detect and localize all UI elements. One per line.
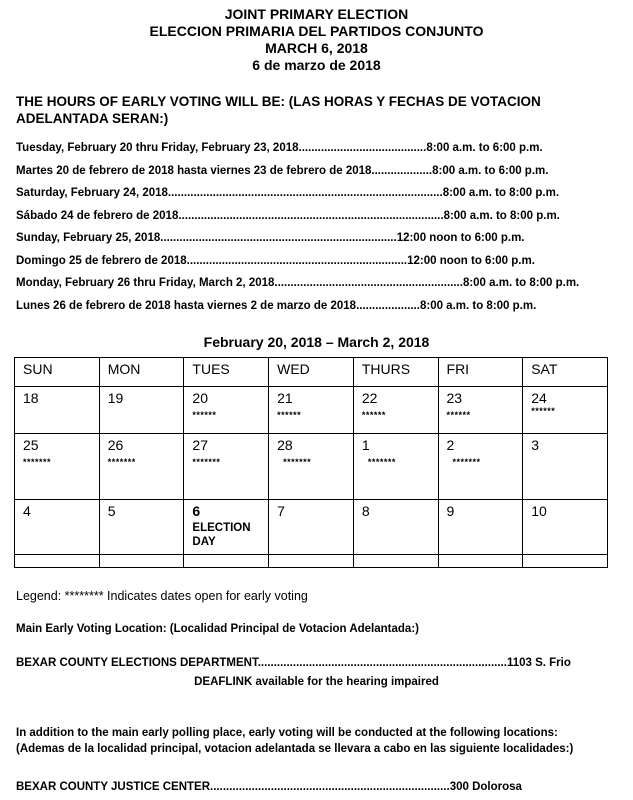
empty-cell — [523, 555, 608, 568]
calendar-day-cell — [523, 387, 608, 434]
day-number: 22 — [361, 390, 378, 406]
day-header-mon: MON — [99, 358, 184, 387]
early-voting-marker: ******* — [283, 457, 312, 467]
hours-time: 8:00 a.m. to 8:00 p.m. — [419, 299, 537, 312]
empty-cell — [438, 555, 523, 568]
hours-row — [16, 140, 616, 163]
title-line-1: JOINT PRIMARY ELECTION — [224, 6, 409, 22]
calendar-day-cell — [99, 500, 184, 555]
calendar-day-cell — [184, 434, 269, 500]
calendar-header-row — [15, 358, 608, 387]
hours-row — [16, 298, 616, 321]
hours-time: 12:00 noon to 6:00 p.m. — [407, 254, 535, 267]
calendar-week-row — [15, 387, 608, 434]
day-number: 20 — [192, 390, 208, 406]
calendar-week-row — [15, 434, 608, 500]
document-header — [0, 6, 633, 74]
calendar-day-cell — [438, 434, 523, 500]
empty-cell — [184, 555, 269, 568]
calendar-day-cell — [269, 434, 354, 500]
hours-row — [16, 230, 616, 253]
day-number: 18 — [23, 390, 39, 406]
day-header-sun: SUN — [15, 358, 100, 387]
calendar-day-cell — [438, 387, 523, 434]
early-voting-calendar — [14, 357, 608, 568]
early-voting-marker: ******* — [107, 457, 136, 467]
leader-dots: .................... — [356, 299, 420, 312]
hours-row — [16, 163, 616, 186]
day-number: 4 — [23, 503, 31, 519]
election-day-cell — [184, 500, 269, 555]
day-number: 19 — [107, 390, 124, 406]
calendar-week-row — [15, 500, 608, 555]
empty-cell — [353, 555, 438, 568]
leader-dots: ...................................................................................... — [167, 187, 443, 199]
day-number: 6 — [192, 503, 201, 519]
hours-time: 12:00 noon to 6:00 p.m. — [396, 232, 525, 244]
calendar-day-cell — [353, 434, 438, 500]
day-number: 1 — [361, 437, 370, 453]
calendar-day-cell — [523, 434, 608, 500]
hours-time: 8:00 a.m. to 8:00 p.m. — [442, 187, 560, 199]
additional-locations-intro — [16, 725, 573, 757]
day-number: 21 — [277, 390, 293, 406]
calendar-day-cell — [99, 434, 184, 500]
early-voting-marker: ****** — [277, 410, 302, 420]
day-number: 3 — [531, 437, 540, 453]
justice-center-line — [16, 781, 616, 793]
hours-row — [16, 275, 616, 298]
hours-days: Martes 20 de febrero de 2018 hasta viernes 23 de febrero de 2018 — [16, 164, 372, 177]
hours-row — [16, 253, 616, 276]
early-voting-marker: ******* — [452, 457, 481, 467]
early-voting-marker: ******* — [23, 457, 52, 467]
title-line-4: 6 de marzo de 2018 — [252, 57, 381, 73]
location-name: BEXAR COUNTY JUSTICE CENTER — [16, 781, 211, 793]
day-number: 27 — [192, 437, 208, 453]
calendar-day-cell — [15, 434, 100, 500]
early-voting-marker: ****** — [192, 410, 217, 420]
day-header-fri: FRI — [438, 358, 523, 387]
calendar-day-cell — [438, 500, 523, 555]
election-day-label: DAY — [192, 536, 216, 548]
hours-days: Saturday, February 24, 2018 — [16, 187, 168, 199]
calendar-day-cell — [15, 500, 100, 555]
day-number: 23 — [446, 390, 463, 406]
calendar-day-cell — [353, 500, 438, 555]
hours-days: Lunes 26 de febrero de 2018 hasta viernes 2 de marzo de 2018 — [16, 299, 357, 312]
day-header-tues: TUES — [184, 358, 269, 387]
day-number: 8 — [361, 503, 370, 519]
hours-days: Tuesday, February 20 thru Friday, February 23, 2018 — [16, 142, 299, 154]
day-number: 2 — [446, 437, 455, 453]
hours-days: Domingo 25 de febrero de 2018 — [16, 254, 187, 267]
empty-cell — [99, 555, 184, 568]
calendar-day-cell — [184, 387, 269, 434]
hours-row — [16, 208, 616, 231]
empty-cell — [269, 555, 354, 568]
leader-dots: ................................................................................... — [178, 209, 444, 222]
leader-dots: .......................................................................... — [160, 232, 397, 244]
early-voting-marker: ******* — [192, 457, 221, 467]
additional-text-es: (Ademas de la localidad principal, votacion adelantada se llevara a cabo en las siguiente localidades:) — [16, 743, 574, 755]
location-address: 1103 S. Frio — [506, 657, 571, 669]
additional-text-en: In addition to the main early polling place, early voting will be conducted at the following locations: — [16, 727, 558, 739]
day-number: 7 — [277, 503, 285, 519]
early-voting-marker: ****** — [446, 410, 471, 420]
early-voting-marker: ****** — [361, 410, 386, 420]
title-line-2: ELECCION PRIMARIA DEL PARTIDOS CONJUNTO — [149, 23, 484, 39]
location-name: BEXAR COUNTY ELECTIONS DEPARTMENT — [16, 657, 258, 669]
leader-dots: ........................................................... — [274, 277, 463, 289]
hours-time: 8:00 a.m. to 6:00 p.m. — [432, 164, 549, 177]
calendar-day-cell — [269, 500, 354, 555]
hours-time: 8:00 a.m. to 8:00 p.m. — [443, 209, 560, 222]
hours-list — [16, 140, 616, 320]
day-number: 24 — [531, 390, 547, 406]
hours-row — [16, 185, 616, 208]
day-number: 25 — [23, 437, 39, 453]
day-header-sat: SAT — [523, 358, 608, 387]
day-number: 26 — [107, 437, 124, 453]
leader-dots: .............................................................................. — [257, 657, 507, 669]
hours-time: 8:00 a.m. to 8:00 p.m. — [462, 277, 580, 289]
leader-dots: ..................................................................... — [186, 254, 408, 267]
calendar-legend: Legend: ******** Indicates dates open for early voting — [16, 589, 308, 603]
calendar-day-cell — [269, 387, 354, 434]
election-day-label: ELECTION — [192, 522, 251, 534]
day-header-thurs: THURS — [353, 358, 438, 387]
main-location-heading: Main Early Voting Location: (Localidad Principal de Votacion Adelantada:) — [16, 623, 419, 635]
calendar-title: February 20, 2018 – March 2, 2018 — [203, 334, 430, 350]
calendar-day-cell — [15, 387, 100, 434]
deaflink-note: DEAFLINK available for the hearing impaired — [194, 676, 439, 688]
main-location-line — [16, 657, 616, 669]
hours-days: Sunday, February 25, 2018 — [16, 232, 161, 244]
hours-intro: THE HOURS OF EARLY VOTING WILL BE: (LAS HORAS Y FECHAS DE VOTACION ADELANTADA SERAN:) — [16, 94, 541, 126]
leader-dots: ................... — [371, 164, 433, 177]
day-number: 5 — [107, 503, 116, 519]
calendar-empty-row — [15, 555, 608, 568]
day-number: 9 — [446, 503, 455, 519]
day-header-wed: WED — [269, 358, 354, 387]
empty-cell — [15, 555, 100, 568]
calendar-day-cell — [353, 387, 438, 434]
early-voting-marker: ****** — [531, 406, 556, 416]
day-number: 28 — [277, 437, 293, 453]
leader-dots: ........................................ — [298, 142, 427, 154]
calendar-day-cell — [523, 500, 608, 555]
hours-days: Sábado 24 de febrero de 2018 — [16, 209, 179, 222]
hours-days: Monday, February 26 thru Friday, March 2, 2018 — [16, 277, 275, 289]
title-line-3: MARCH 6, 2018 — [265, 40, 368, 56]
early-voting-marker: ******* — [367, 457, 396, 467]
location-address: 300 Dolorosa — [449, 781, 522, 793]
leader-dots: ........................................................................... — [210, 781, 450, 793]
day-number: 10 — [531, 503, 547, 519]
calendar-day-cell — [99, 387, 184, 434]
hours-time: 8:00 a.m. to 6:00 p.m. — [426, 142, 543, 154]
